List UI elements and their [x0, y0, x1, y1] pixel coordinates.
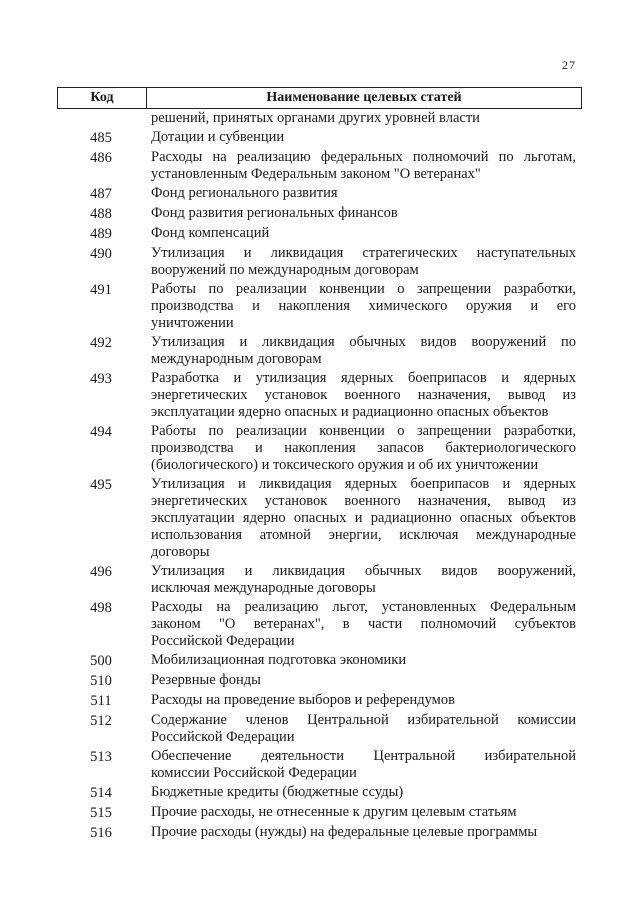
row-code: 510 — [90, 673, 112, 689]
row-name-line: эксплуатации ядерно опасных и радиационно опасных объектов — [151, 510, 576, 526]
row-code: 493 — [90, 371, 112, 387]
row-name-line: Мобилизационная подготовка экономики — [151, 652, 407, 668]
row-code: 498 — [90, 600, 112, 616]
row-code: 516 — [90, 825, 112, 841]
table-row — [57, 110, 582, 127]
row-name-line: энергетических установок военного назначения, вывод из — [151, 387, 576, 403]
row-name — [145, 110, 582, 127]
row-name-line: Резервные фонды — [151, 672, 261, 688]
table-row — [57, 423, 582, 474]
row-code: 496 — [90, 564, 112, 580]
row-name-line: эксплуатации ядерно опасных и радиационно опасных объектов — [151, 404, 549, 420]
row-name — [145, 245, 582, 279]
row-name-line: Российской Федерации — [151, 729, 295, 745]
header-code: Код — [58, 88, 147, 108]
table-body — [57, 110, 582, 842]
row-name-line: исключая международные договоры — [151, 580, 376, 596]
row-name-line: Работы по реализации конвенции о запрещении разработки, — [151, 423, 576, 439]
row-code: 492 — [90, 335, 112, 351]
row-name-line: Утилизация и ликвидация ядерных боеприпасов и ядерных — [151, 476, 576, 492]
table-row — [57, 370, 582, 421]
row-code: 513 — [90, 749, 112, 765]
row-name-line: Утилизация и ликвидация обычных видов вооружений, — [151, 563, 576, 579]
row-name — [145, 563, 582, 597]
row-name — [145, 824, 582, 842]
row-code: 491 — [90, 282, 112, 298]
row-code: 490 — [90, 246, 112, 262]
row-name — [145, 225, 582, 243]
row-name — [145, 784, 582, 802]
row-name-line: Фонд компенсаций — [151, 225, 270, 241]
row-code: 511 — [90, 693, 112, 709]
row-code: 487 — [90, 186, 112, 202]
table-row — [57, 692, 582, 710]
row-name — [145, 476, 582, 561]
row-name — [145, 149, 582, 183]
row-name-line: Фонд регионального развития — [151, 185, 338, 201]
row-code — [57, 110, 145, 127]
row-name-line: энергетических установок военного назначения, вывод из — [151, 493, 576, 509]
row-name — [145, 672, 582, 690]
row-code: 515 — [90, 805, 112, 821]
row-name — [145, 205, 582, 223]
row-name — [145, 281, 582, 332]
target-articles-table — [57, 87, 582, 842]
table-row — [57, 476, 582, 561]
row-name — [145, 370, 582, 421]
row-name — [145, 423, 582, 474]
table-row — [57, 599, 582, 650]
row-code: 495 — [90, 477, 112, 493]
row-name-line: международным договорам — [151, 351, 322, 367]
table-row — [57, 245, 582, 279]
row-code: 486 — [90, 150, 112, 166]
table-row — [57, 563, 582, 597]
row-name-line: Расходы на реализацию федеральных полномочий по льготам, — [151, 149, 576, 165]
row-name — [145, 652, 582, 670]
row-code: 512 — [90, 713, 112, 729]
table-row — [57, 824, 582, 842]
table-row — [57, 185, 582, 203]
row-name-line: Российской Федерации — [151, 633, 295, 649]
row-name-line: законом "О ветеранах", в части полномочий субъектов — [151, 616, 576, 632]
row-name-line: Бюджетные кредиты (бюджетные ссуды) — [151, 784, 404, 800]
row-name-line: договоры — [151, 544, 210, 560]
row-name-line: (биологического) и токсического оружия и об их уничтожении — [151, 457, 539, 473]
table-header — [57, 87, 582, 109]
row-code: 514 — [90, 785, 112, 801]
table-row — [57, 281, 582, 332]
row-name-line: уничтожении — [151, 315, 234, 331]
table-row — [57, 652, 582, 670]
row-name — [145, 599, 582, 650]
row-name-line: Фонд развития региональных финансов — [151, 205, 398, 221]
table-row — [57, 205, 582, 223]
row-name-line: вооружений по международным договорам — [151, 262, 419, 278]
row-name — [145, 185, 582, 203]
table-row — [57, 712, 582, 746]
row-name-line: производства и накопления химического оружия и его — [151, 298, 576, 314]
row-name-line: Утилизация и ликвидация обычных видов вооружений по — [151, 334, 576, 350]
page-number: 27 — [562, 58, 576, 72]
table-row — [57, 225, 582, 243]
row-name-line: использования атомной энергии, исключая международные — [151, 527, 576, 543]
row-name-line: Разработка и утилизация ядерных боеприпасов и ядерных — [151, 370, 576, 386]
row-code: 489 — [90, 226, 112, 242]
row-name-line: Работы по реализации конвенции о запрещении разработки, — [151, 281, 576, 297]
row-name-line: Содержание членов Центральной избирательной комиссии — [151, 712, 576, 728]
row-name-line: Дотации и субвенции — [151, 129, 285, 145]
row-name — [145, 804, 582, 822]
row-code: 485 — [90, 130, 112, 146]
row-name-line: Прочие расходы, не отнесенные к другим целевым статьям — [151, 804, 517, 820]
row-name — [145, 748, 582, 782]
row-name-line: Прочие расходы (нужды) на федеральные целевые программы — [151, 824, 538, 840]
table-row — [57, 748, 582, 782]
row-name-line: установленным Федеральным законом "О ветеранах" — [151, 166, 481, 182]
row-code: 500 — [90, 653, 112, 669]
row-name-line: комиссии Российской Федерации — [151, 765, 357, 781]
row-name-line: решений, принятых органами других уровней власти — [151, 110, 480, 126]
row-name-line: Расходы на реализацию льгот, установленных Федеральным — [151, 599, 576, 615]
row-name-line: Расходы на проведение выборов и референдумов — [151, 692, 455, 708]
row-name — [145, 129, 582, 147]
row-name — [145, 334, 582, 368]
table-row — [57, 672, 582, 690]
table-row — [57, 149, 582, 183]
header-name: Наименование целевых статей — [266, 90, 462, 105]
row-name-line: Утилизация и ликвидация стратегических наступательных — [151, 245, 576, 261]
row-code: 488 — [90, 206, 112, 222]
row-name-line: Обеспечение деятельности Центральной избирательной — [151, 748, 576, 764]
table-row — [57, 334, 582, 368]
row-code: 494 — [90, 424, 112, 440]
row-name — [145, 712, 582, 746]
table-row — [57, 804, 582, 822]
table-row — [57, 129, 582, 147]
row-name — [145, 692, 582, 710]
row-name-line: производства и накопления запасов бактериологического — [151, 440, 576, 456]
table-row — [57, 784, 582, 802]
